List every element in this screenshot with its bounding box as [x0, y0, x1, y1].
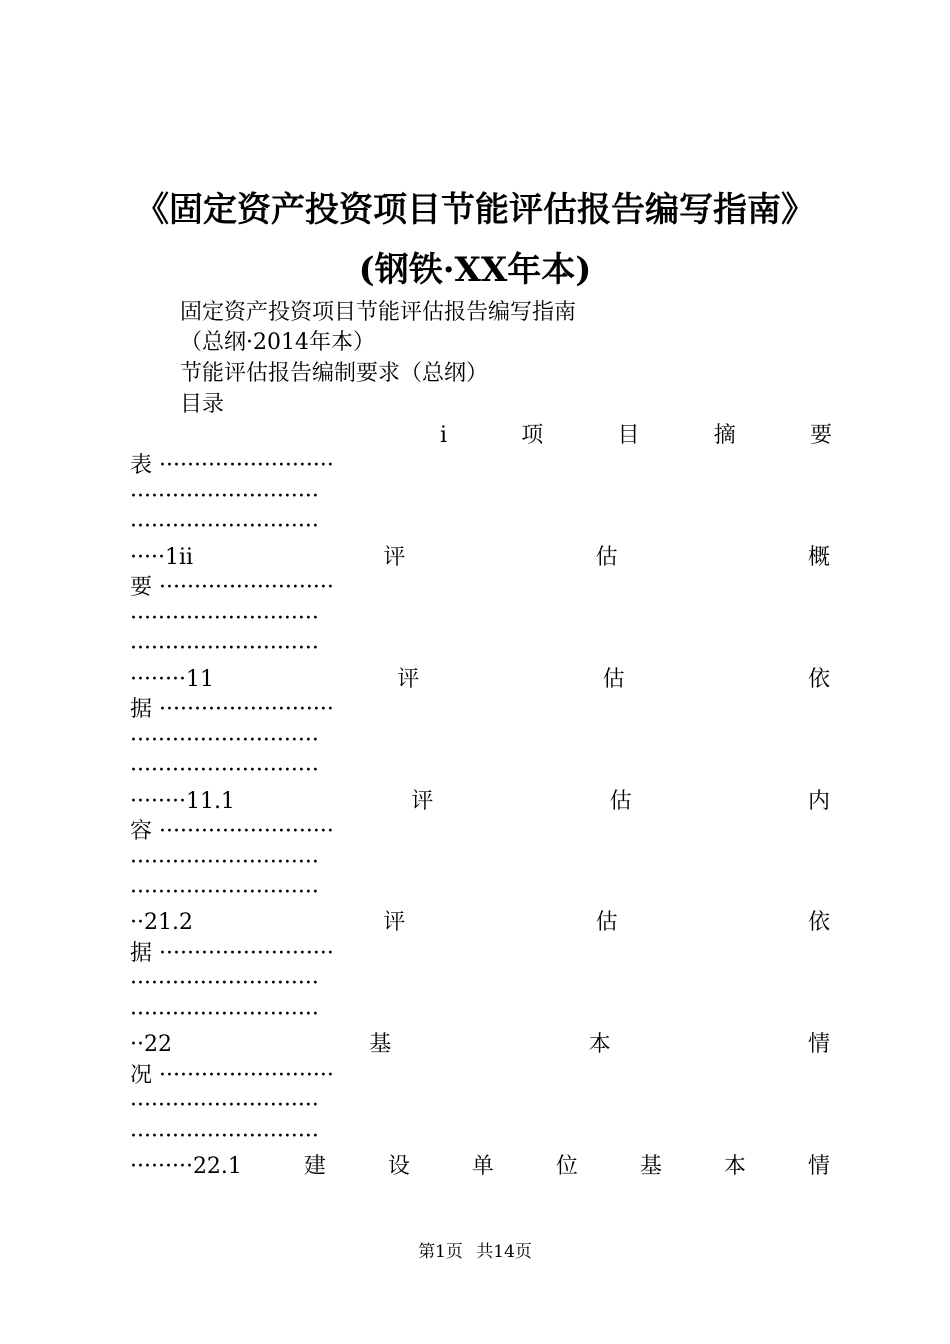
toc-line: 容 ························· — [130, 819, 334, 844]
leader-dots: ··························· — [130, 606, 319, 631]
leader-dots: ························· — [152, 819, 334, 844]
toc-line: ·····1ii 评 估 概 — [130, 545, 830, 570]
toc-line: 据 ························· — [130, 697, 334, 722]
intro-line-3: 节能评估报告编制要求（总纲） — [180, 361, 489, 386]
page-footer — [0, 1240, 950, 1264]
leader-dots: ··························· — [130, 514, 319, 539]
toc-line: 表 ························· — [130, 453, 334, 478]
leader-dots: ··························· — [130, 1002, 319, 1027]
toc-line: ··21.2 评 估 依 — [130, 910, 830, 935]
leader-dots: ··························· — [130, 758, 319, 783]
toc-line: 据 ························· — [130, 941, 334, 966]
toc-heading: 目录 — [180, 392, 225, 417]
page-number: 第1页 — [418, 1242, 463, 1262]
document-subtitle: (钢铁·XX年本) — [358, 250, 592, 290]
leader-dots: ························· — [152, 453, 334, 478]
leader-dots: ························· — [152, 941, 334, 966]
leader-dots: ··························· — [130, 1124, 319, 1149]
toc-line: ········11.1 评 估 内 — [130, 789, 830, 814]
leader-dots: ························· — [152, 575, 334, 600]
toc-line: ········11 评 估 依 — [130, 667, 830, 692]
toc-line: i 项 目 摘 要 — [440, 423, 832, 448]
intro-line-1: 固定资产投资项目节能评估报告编写指南 — [180, 300, 577, 325]
leader-dots: ··························· — [130, 850, 319, 875]
document-title: 《固定资产投资项目节能评估报告编写指南》 — [135, 190, 815, 230]
toc-line: ·········22.1 建 设 单 位 基 本 情 — [130, 1154, 830, 1179]
page-total: 共14页 — [476, 1242, 532, 1262]
leader-dots: ··························· — [130, 880, 319, 905]
leader-dots: ··························· — [130, 728, 319, 753]
leader-dots: ··························· — [130, 636, 319, 661]
leader-dots: ························· — [152, 1063, 334, 1088]
leader-dots: ··························· — [130, 1093, 319, 1118]
leader-dots: ························· — [152, 697, 334, 722]
toc-line: 况 ························· — [130, 1063, 334, 1088]
leader-dots: ··························· — [130, 484, 319, 509]
toc-line: ··22 基 本 情 — [130, 1032, 830, 1057]
intro-line-2: （总纲·2014年本） — [180, 330, 375, 355]
toc-line: 要 ························· — [130, 575, 334, 600]
leader-dots: ··························· — [130, 971, 319, 996]
